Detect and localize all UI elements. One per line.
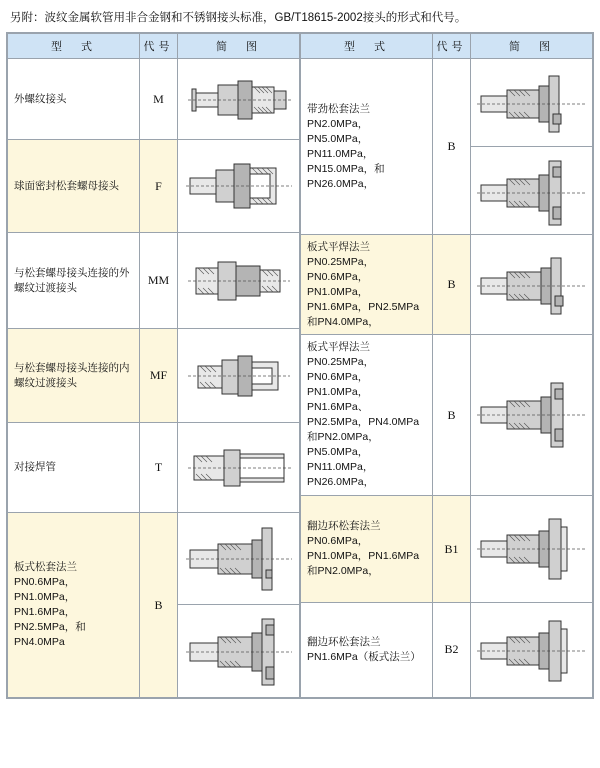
header-type: 型 式 bbox=[8, 34, 140, 59]
row-figure-lap-joint-flange-2 bbox=[471, 602, 593, 697]
row-type: 带劲松套法兰 PN2.0MPa，PN5.0MPa，PN11.0MPa，PN15.0MPa，和PN26.0MPa， bbox=[301, 59, 433, 235]
header-figure: 简 图 bbox=[471, 34, 593, 59]
row-type: 板式平焊法兰 PN0.25MPa，PN0.6MPa，PN1.0MPa，PN1.6MPa、PN2.5MPa，PN4.0MPa和PN2.0MPa，PN5.0MPa，PN11.0MPa，PN26.0MPa， bbox=[301, 335, 433, 496]
row-code: B bbox=[433, 235, 471, 335]
row-figure-male-transition-fitting bbox=[178, 233, 300, 329]
row-figure-male-thread-fitting bbox=[178, 59, 300, 140]
table-header-row bbox=[8, 34, 300, 59]
standards-tables bbox=[6, 32, 594, 699]
page-caption: 另附：波纹金属软管用非合金钢和不锈钢接头标准，GB/T18615-2002接头的形式和代号。 bbox=[10, 12, 467, 24]
table-row bbox=[301, 602, 593, 697]
row-code: B1 bbox=[433, 496, 471, 602]
row-code: B bbox=[433, 335, 471, 496]
table-row bbox=[8, 329, 300, 423]
left-table bbox=[7, 33, 300, 698]
table-row bbox=[301, 59, 593, 235]
row-code: B2 bbox=[433, 602, 471, 697]
row-figure-female-transition-fitting bbox=[178, 329, 300, 423]
row-type: 板式平焊法兰 PN0.25MPa，PN0.6MPa，PN1.0MPa，PN1.6MPa，PN2.5MPa和PN4.0MPa， bbox=[301, 235, 433, 335]
table-row bbox=[8, 140, 300, 233]
row-figure-butt-weld-pipe bbox=[178, 423, 300, 513]
header-code: 代号 bbox=[140, 34, 178, 59]
row-type: 外螺纹接头 bbox=[8, 59, 140, 140]
header-code: 代号 bbox=[433, 34, 471, 59]
row-figure-plate-welding-flange-2 bbox=[471, 335, 593, 496]
row-type: 翻边环松套法兰 PN1.6MPa（板式法兰） bbox=[301, 602, 433, 697]
table-row bbox=[8, 513, 300, 698]
table-row bbox=[8, 423, 300, 513]
row-figure-plate-welding-flange bbox=[471, 235, 593, 335]
row-type: 与松套螺母接头连接的外螺纹过渡接头 bbox=[8, 233, 140, 329]
table-row bbox=[8, 233, 300, 329]
row-type: 翻边环松套法兰 PN0.6MPa，PN1.0MPa，PN1.6MPa和PN2.0MPa， bbox=[301, 496, 433, 602]
row-code: T bbox=[140, 423, 178, 513]
table-row bbox=[301, 235, 593, 335]
row-code: MF bbox=[140, 329, 178, 423]
header-type: 型 式 bbox=[301, 34, 433, 59]
row-type: 对接焊管 bbox=[8, 423, 140, 513]
row-figure-lap-joint-flange bbox=[471, 496, 593, 602]
table-header-row bbox=[301, 34, 593, 59]
header-figure: 简 图 bbox=[178, 34, 300, 59]
row-code: F bbox=[140, 140, 178, 233]
row-figure-ribbed-loose-flange bbox=[471, 59, 593, 235]
row-figure-spherical-seal-union-nut bbox=[178, 140, 300, 233]
row-code: B bbox=[140, 513, 178, 698]
row-code: MM bbox=[140, 233, 178, 329]
row-type: 与松套螺母接头连接的内螺纹过渡接头 bbox=[8, 329, 140, 423]
row-figure-plate-loose-flange bbox=[178, 513, 300, 698]
table-row bbox=[301, 335, 593, 496]
row-type: 板式松套法兰 PN0.6MPa，PN1.0MPa，PN1.6MPa，PN2.5MPa，和PN4.0MPa bbox=[8, 513, 140, 698]
row-code: B bbox=[433, 59, 471, 235]
table-row bbox=[301, 496, 593, 602]
right-table bbox=[300, 33, 593, 698]
table-row bbox=[8, 59, 300, 140]
row-code: M bbox=[140, 59, 178, 140]
row-type: 球面密封松套螺母接头 bbox=[8, 140, 140, 233]
